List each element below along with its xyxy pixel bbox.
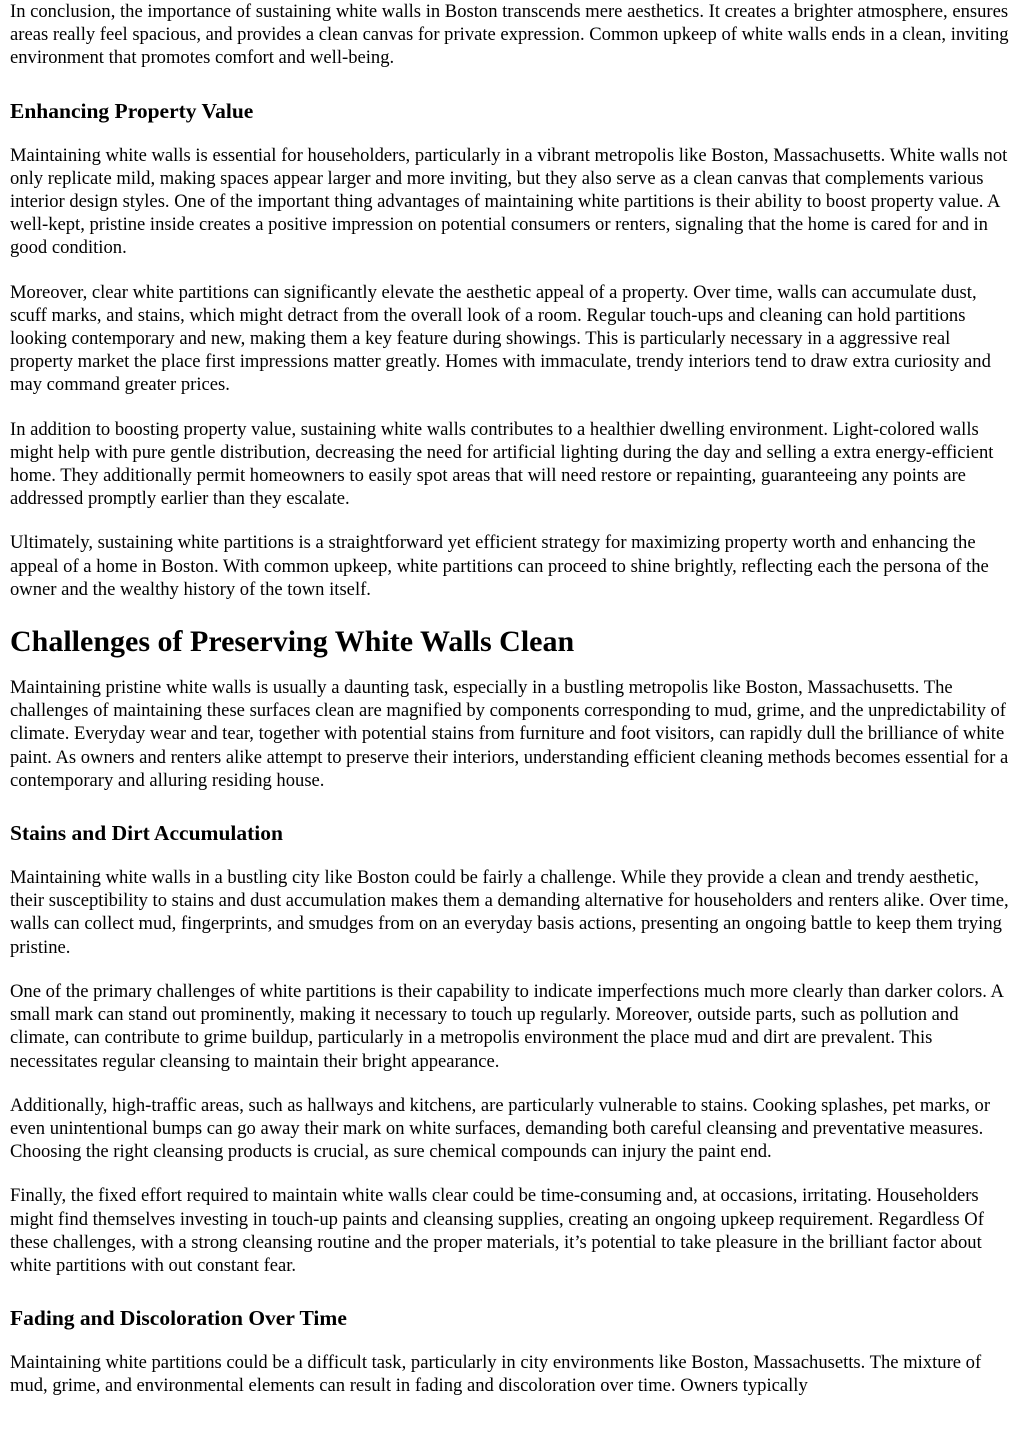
paragraph: Ultimately, sustaining white partitions is a straightforward yet efficient strategy for maximizing property worth and enhancing the appeal of a home in Boston. With common upkeep, white partitions can proceed to shine brightly, reflecting each the persona of the owner and the wealthy history of the town itself. xyxy=(10,532,989,600)
paragraph: One of the primary challenges of white partitions is their capability to indicate imperfections much more clearly than darker colors. A small mark can stand out prominently, making it necessary to touch up regularly. Moreover, outside parts, such as pollution and climate, can contribute to grime buildup, particularly in a metropolis environment the place mud and dirt are prevalent. This necessitates regular cleansing to maintain their bright appearance. xyxy=(10,980,1003,1072)
section-heading-challenges: Challenges of Preserving White Walls Clean xyxy=(10,625,575,659)
paragraph: In conclusion, the importance of sustaining white walls in Boston transcends mere aesthetics. It creates a brighter atmosphere, ensures areas really feel spacious, and provides a clean canvas for private expression. Common upkeep of white walls ends in a clean, inviting environment that promotes comfort and well-being. xyxy=(10,1,1009,69)
section-heading-stains-and-dirt: Stains and Dirt Accumulation xyxy=(10,821,283,846)
paragraph: Maintaining white walls is essential for householders, particularly in a vibrant metropolis like Boston, Massachusetts. White walls not only replicate mild, making spaces appear larger and more inviting, but they also serve as a clean canvas that complements various interior design styles. One of the important thing advantages of maintaining white partitions is their ability to boost property value. A well-kept, pristine inside creates a positive impression on potential consumers or renters, signaling that the home is cared for and in good condition. xyxy=(10,144,1008,259)
paragraph: Maintaining white partitions could be a difficult task, particularly in city environments like Boston, Massachusetts. The mixture of mud, grime, and environmental elements can result in fading and discoloration over time. Owners typically xyxy=(10,1352,982,1397)
paragraph: Finally, the fixed effort required to maintain white walls clear could be time-consuming and, at occasions, irritating. Householders might find themselves investing in touch-up paints and cleansing supplies, creating an ongoing upkeep requirement. Regardless Of these challenges, with a strong cleansing routine and the proper materials, it’s potential to take pleasure in the brilliant factor about white partitions with out constant fear. xyxy=(10,1185,984,1276)
section-heading-fading-and-discoloration: Fading and Discoloration Over Time xyxy=(10,1306,347,1331)
section-heading-enhancing-property-value: Enhancing Property Value xyxy=(10,98,254,123)
paragraph: In addition to boosting property value, sustaining white walls contributes to a healthier dwelling environment. Light-colored walls might help with pure gentle distribution, decreasing the need for artificial lighting during the day and selling a extra energy-efficient home. They additionally permit homeowners to easily spot areas that will need restore or repainting, guaranteeing any points are addressed promptly earlier than they escalate. xyxy=(10,418,994,510)
paragraph: Maintaining white walls in a bustling city like Boston could be fairly a challenge. While they provide a clean and trendy aesthetic, their susceptibility to stains and dust accumulation makes them a demanding alternative for householders and renters alike. Over time, walls can collect mud, fingerprints, and smudges from on an everyday basis actions, presenting an ongoing battle to keep them trying pristine. xyxy=(10,867,1009,958)
paragraph: Maintaining pristine white walls is usually a daunting task, especially in a bustling metropolis like Boston, Massachusetts. The challenges of maintaining these surfaces clean are magnified by components corresponding to mud, grime, and the unpredictability of climate. Everyday wear and tear, together with potential stains from furniture and foot visitors, can rapidly dull the brilliance of white paint. As owners and renters alike attempt to preserve their interiors, understanding efficient cleaning methods becomes essential for a contemporary and alluring residing house. xyxy=(10,677,1009,791)
paragraph: Additionally, high-traffic areas, such as hallways and kitchens, are particularly vulnerable to stains. Cooking splashes, pet marks, or even unintentional bumps can go away their mark on white surfaces, demanding both careful cleansing and preventative measures. Choosing the right cleansing products is crucial, as sure chemical compounds can injury the paint end. xyxy=(10,1094,991,1163)
paragraph: Moreover, clear white partitions can significantly elevate the aesthetic appeal of a property. Over time, walls can accumulate dust, scuff marks, and stains, which might detract from the overall look of a room. Regular touch-ups and cleaning can hold partitions looking contemporary and new, making them a key feature during showings. This is particularly necessary in a aggressive real property market the place first impressions matter greatly. Homes with immaculate, trendy interiors tend to draw extra curiosity and may command greater prices. xyxy=(10,281,991,396)
